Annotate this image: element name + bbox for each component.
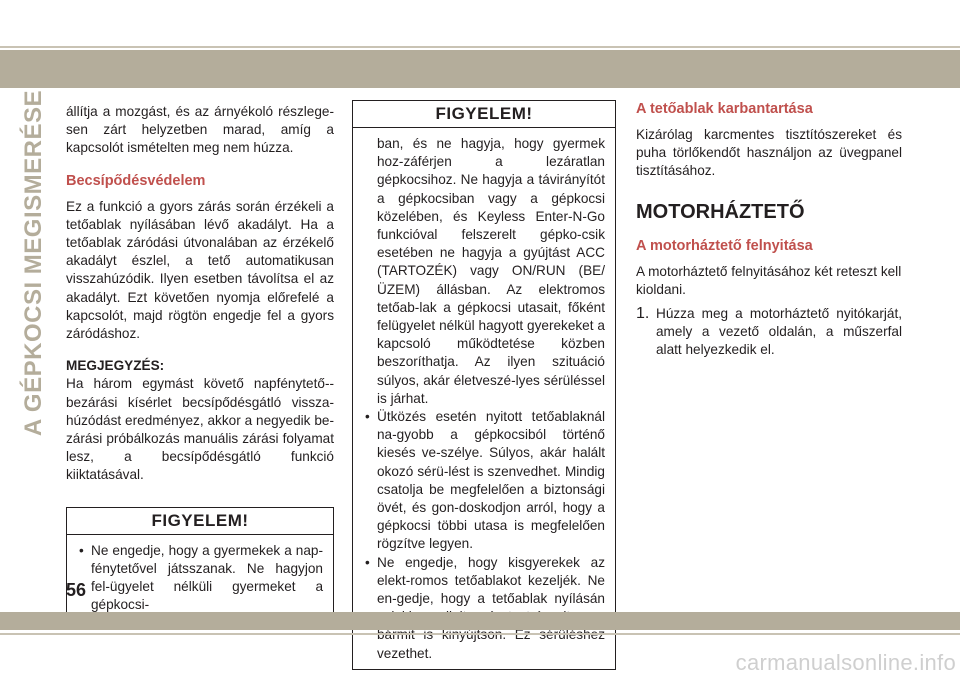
hood-opening-text: A motorháztető felnyitásához két reteszt kell kioldani. [636, 263, 902, 297]
bottom-rule [0, 633, 960, 635]
warning-box-continued [352, 100, 616, 670]
hood-section-heading: MOTORHÁZTETŐ [636, 200, 805, 223]
warning-bullet: • Ne engedje, hogy a gyermekek a nap-fénytetővel játsszanak. Ne hagyjon fel-ügyelet nélküli gyermeket a gépkocsi- [77, 542, 323, 615]
warning-box [66, 507, 334, 622]
header-band [0, 50, 960, 88]
warning-title: FIGYELEM! [353, 101, 615, 128]
note-label: MEGJEGYZÉS: [66, 358, 165, 374]
pinch-protection-heading: Becsípődésvédelem [66, 172, 206, 189]
intro-paragraph: állítja a mozgást, és az árnyékoló részlege-sen zárt helyzetben marad, amíg a kapcsolót ismételten meg nem húzza. [66, 104, 334, 156]
chapter-title: A GÉPKOCSI MEGISMERÉSE [20, 89, 47, 437]
watermark: carmanualsonline.info [735, 650, 956, 675]
warning-body [67, 535, 333, 621]
sunroof-maintenance-heading: A tetőablak karbantartása [636, 101, 813, 117]
top-rule [0, 46, 960, 48]
footer-band [0, 612, 960, 630]
column-2 [352, 100, 616, 670]
chapter-side-tab [16, 89, 52, 437]
sunroof-maintenance-text: Kizárólag karcmentes tisztítószereket és puha törlőkendőt használjon az üvegpanel tisztításához. [636, 127, 902, 179]
column-1 [66, 100, 334, 621]
pinch-protection-text: Ez a funkció a gyors zárás során érzékeli a tetőablak nyílásában lévő akadályt. Ha a tetőablak záródási útvonalában az érzékelő akadályt észlel, a tető automatikusan visszahúzódik. Ilyen esetben távolítsa el az akadályt. Ezt követően nyomja előrefelé a kapcsolót, majd rögtön engedje fel a gyors záródáshoz. [66, 198, 334, 342]
page-number: 56 [66, 580, 87, 600]
column-3 [636, 100, 902, 360]
hood-opening-heading: A motorháztető felnyitása [636, 237, 813, 254]
warning-continued-text: ban, és ne hagyja, hogy gyermek hoz-záférjen a lezáratlan gépkocsihoz. Ne hagyja a távirányítót a gépkocsiban vagy a gépkocsi közelében, és Keyless Enter-N-Go funkcióval felszerelt gépko-csik esetében ne hagyja a gyújtást ACC (TARTOZÉK) vagy ON/RUN (BE/ÜZEM) állásban. Az elektromos tetőab-lak a gépkocsi utasait, főként felügyelet nélkül hagyott gyerekeket a kapcsoló működtetése közben beszoríthatja. Az ilyen szituáció súlyos, akár életveszé-lyes sérüléssel is járhat. [377, 136, 605, 406]
warning-body [353, 128, 615, 669]
warning-bullet-children: • Ne engedje, hogy kisgyerekek az elekt-romos tetőablakot kezeljék. Ne en-gedje, hogy a tetőablak nyílásán vezethet. [363, 554, 605, 663]
step-1-number: 1. [636, 305, 650, 323]
note-text: Ha három egymást követő napfénytető--bezárási kísérlet becsípődésgátló vissza-húzódást eredményez, akkor a negyedik be-zárási próbálkozás manuális zárási folyamat lesz, a becsípődésgátló funkció kiiktatásával. [66, 376, 334, 483]
step-1-text: Húzza meg a motorháztető nyitókarját, amely a vezető oldalán, a műszerfal alatt helyezkedik el. [656, 306, 902, 358]
warning-bullet-collision: • Ütközés esetén nyitott tetőablaknál na-gyobb a gépkocsiból történő kiesés ve-szélye. Súlyos, akár halált okozó sérü-lést is szenvedhet. Mindig csatolja be megfelelően a biztonsági övét, és gon-doskodjon arról, hogy a gépkocsi többi utasa is megfelelően rögzítve legyen. [363, 408, 605, 554]
warning-title: FIGYELEM! [67, 508, 333, 535]
step-1 [636, 305, 902, 360]
